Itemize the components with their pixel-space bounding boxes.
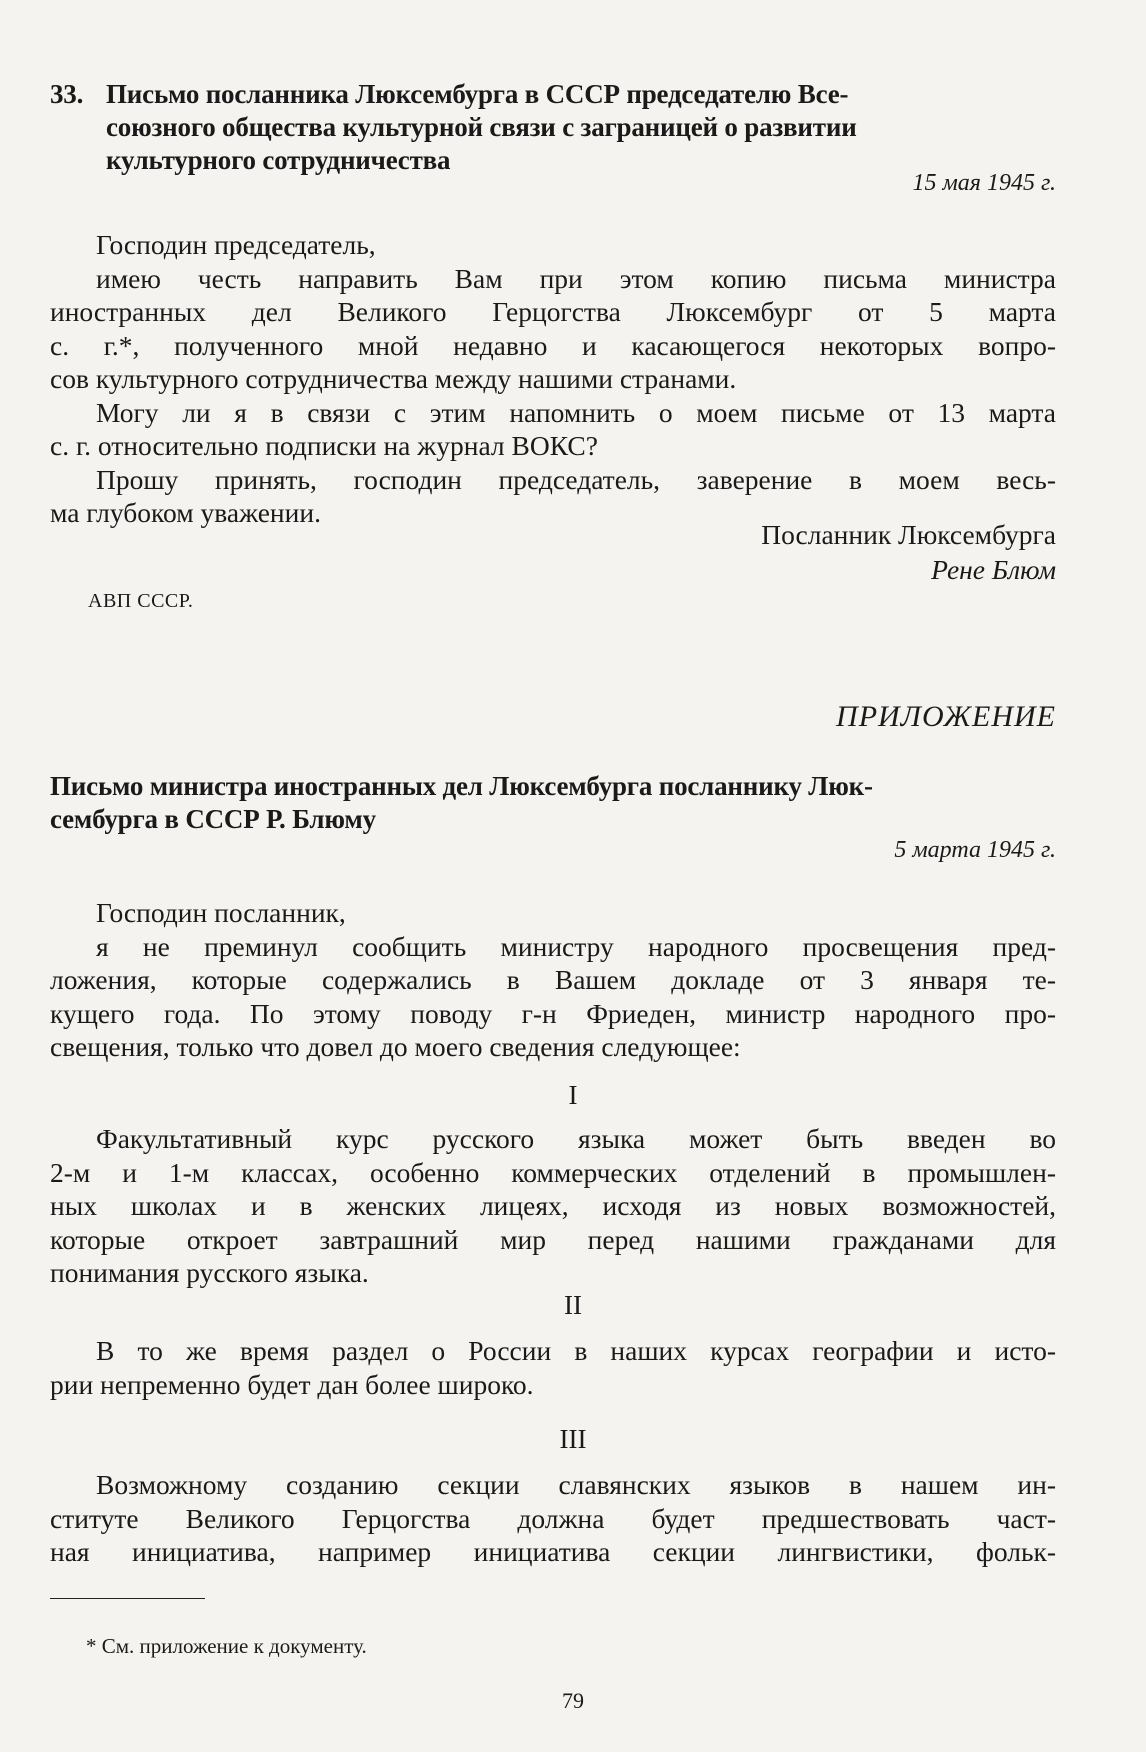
body-line: В то же время раздел о России в наших курсах географии и исто- — [96, 1335, 1056, 1366]
section-numeral: II — [564, 1290, 582, 1320]
body-line: я не преминул сообщить министру народного просвещения пред- — [96, 930, 1056, 962]
heading-line: культурного сотрудничества — [106, 145, 451, 175]
document-number: 33. — [50, 79, 84, 109]
body-line: сов культурного сотрудничества между нашими странами. — [50, 363, 737, 394]
signature-title: Посланник Люксембурга — [761, 519, 1056, 550]
body-line: Факультативный курс русского языка может быть введен во — [96, 1123, 1056, 1154]
section-text — [50, 1334, 1056, 1401]
appendix-heading — [50, 770, 1056, 836]
document-body — [50, 228, 1056, 530]
body-line: ложения, которые содержались в Вашем докладе от 3 января те- — [50, 964, 1056, 995]
footnote-divider — [50, 1598, 205, 1599]
body-line: Могу ли я в связи с этим напомнить о моем письме от 13 марта — [96, 396, 1056, 428]
body-line: рии непременно будет дан более широко. — [50, 1368, 534, 1400]
page-number: 79 — [562, 1688, 584, 1713]
document-heading — [50, 78, 1056, 177]
salutation: Господин посланник, — [96, 897, 346, 928]
section-numeral: III — [559, 1424, 587, 1454]
document-date: 15 мая 1945 г. — [912, 170, 1056, 196]
heading-line: сембурга в СССР Р. Блюму — [50, 804, 376, 834]
appendix-date: 5 марта 1945 г. — [894, 837, 1056, 863]
heading-line: Письмо посланника Люксембурга в СССР председателю Все- — [106, 79, 849, 109]
heading-line: союзного общества культурной связи с заграницей о развитии — [106, 112, 857, 142]
section-numeral: I — [568, 1080, 578, 1110]
section-text — [50, 1468, 1056, 1569]
body-line: имею честь направить Вам при этом копию письма министра — [96, 262, 1056, 294]
body-line: Возможному созданию секции славянских языков в нашем ин- — [96, 1469, 1056, 1500]
body-line: ма глубоком уважении. — [50, 497, 321, 528]
signature-name: Рене Блюм — [931, 554, 1056, 585]
body-line: Прошу принять, господин председатель, заверение в моем весь- — [96, 463, 1056, 495]
body-line: свещения, только что довел до моего сведения следующее: — [50, 1031, 741, 1062]
appendix-label: ПРИЛОЖЕНИЕ — [836, 700, 1056, 733]
heading-line: Письмо министра иностранных дел Люксембурга посланнику Люк- — [50, 771, 873, 801]
body-line: кущего года. По этому поводу г-н Фриеден, министр народного про- — [50, 997, 1056, 1029]
body-line: ная инициатива, например инициатива секции лингвистики, фольк- — [50, 1536, 1056, 1567]
body-line: ституте Великого Герцогства должна будет предшествовать част- — [50, 1502, 1056, 1534]
appendix-intro — [50, 896, 1056, 1064]
section-text — [50, 1122, 1056, 1290]
body-line: иностранных дел Великого Герцогства Люксембург от 5 марта — [50, 296, 1056, 327]
body-line: с. г.*, полученного мной недавно и касающегося некоторых вопро- — [50, 329, 1056, 361]
body-line: 2-м и 1-м классах, особенно коммерческих отделений в промышлен- — [50, 1156, 1056, 1188]
archive-source: АВП СССР. — [88, 590, 194, 612]
body-line: понимания русского языка. — [50, 1257, 369, 1288]
footnote: * См. приложение к документу. — [86, 1634, 367, 1658]
body-line: ных школах и в женских лицеях, исходя из новых возможностей, — [50, 1190, 1056, 1221]
salutation: Господин председатель, — [96, 229, 376, 260]
body-line: с. г. относительно подписки на журнал ВОКС? — [50, 430, 598, 461]
body-line: которые откроет завтрашний мир перед нашими гражданами для — [50, 1223, 1056, 1255]
